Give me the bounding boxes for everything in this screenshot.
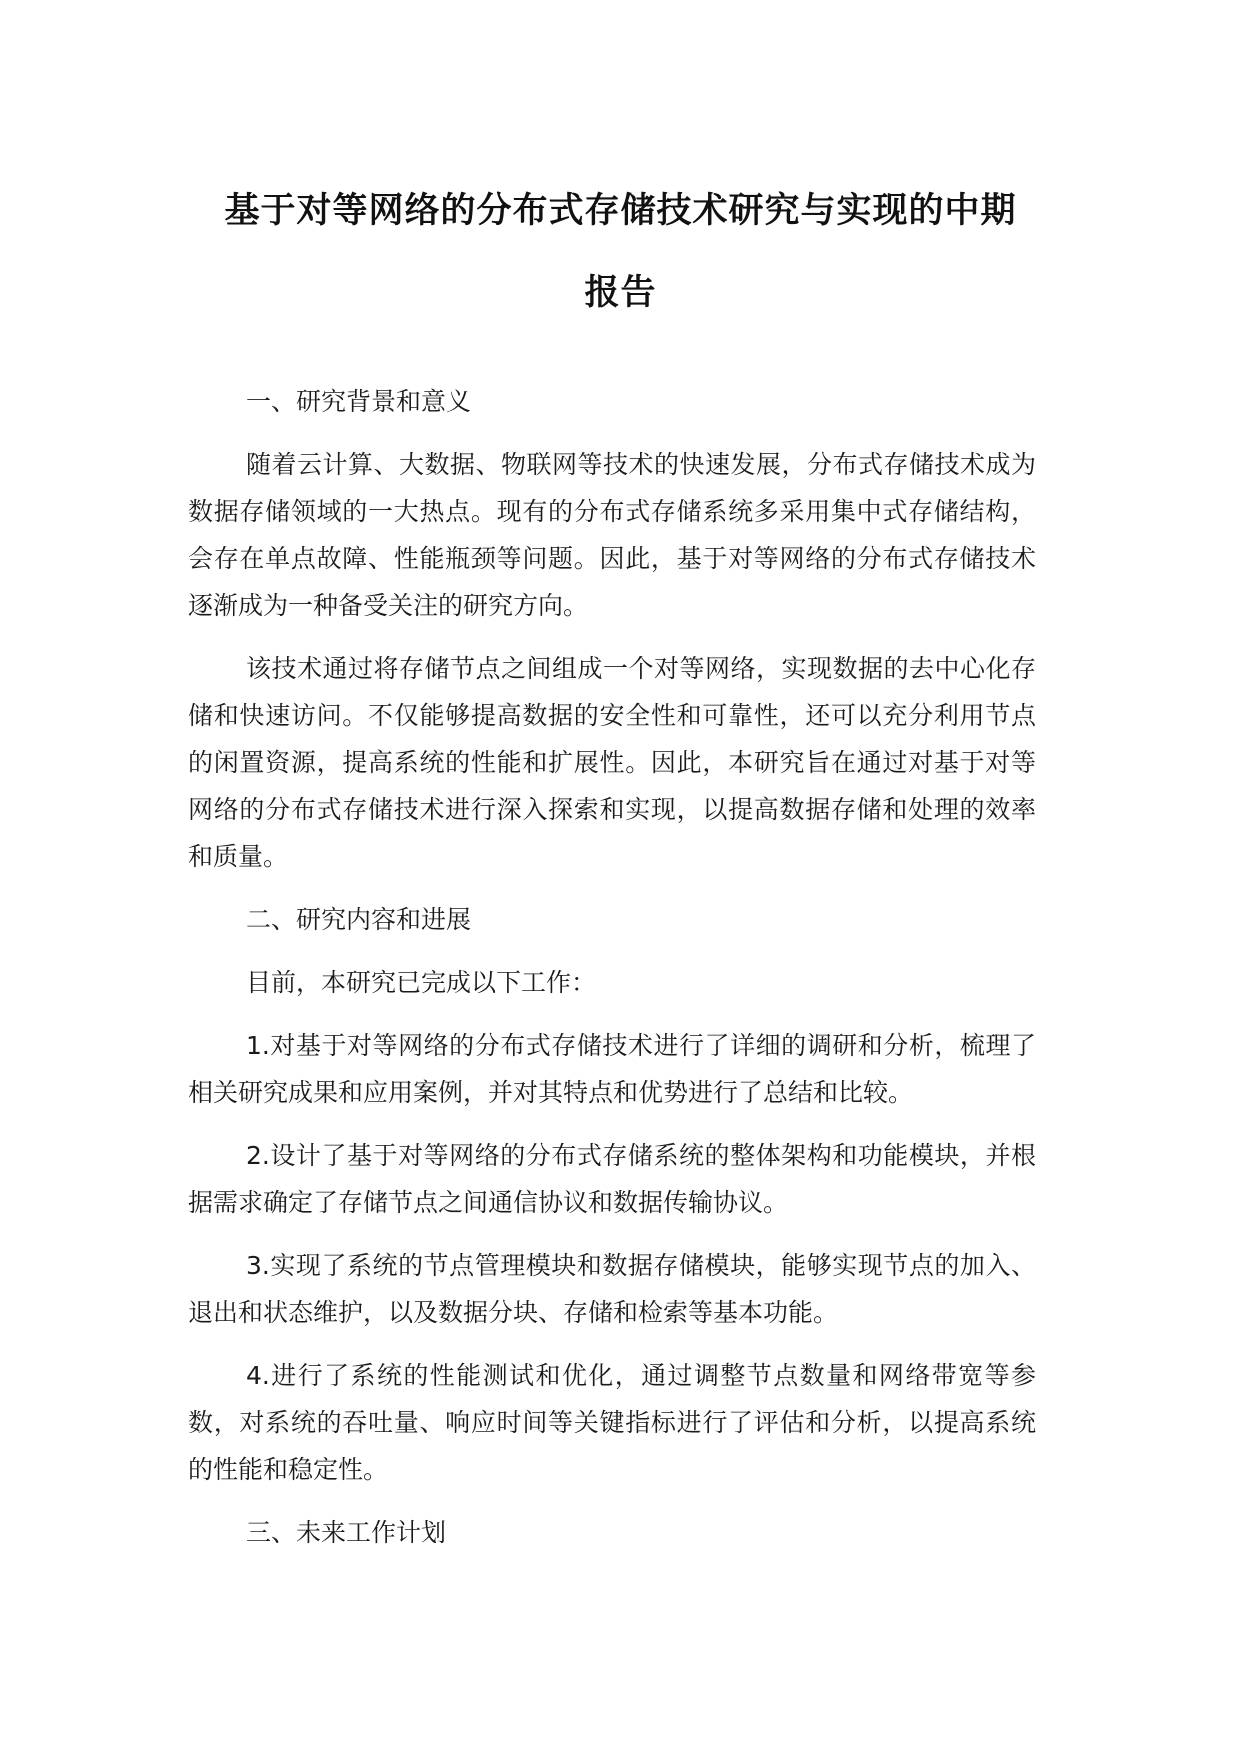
list-item: 3.实现了系统的节点管理模块和数据存储模块，能够实现节点的加入、退出和状态维护，以及数据分块、存储和检索等基本功能。 xyxy=(188,1251,1036,1327)
section-heading-1: 一、研究背景和意义 xyxy=(246,387,472,416)
paragraph: 该技术通过将存储节点之间组成一个对等网络，实现数据的去中心化存储和快速访问。不仅能够提高数据的安全性和可靠性，还可以充分利用节点的闲置资源，提高系统的性能和扩展性。因此，本研究旨在通过对基于对等网络的分布式存储技术进行深入探索和实现，以提高数据存储和处理的效率和质量。 xyxy=(188,654,1036,871)
document-title-line-2: 报告 xyxy=(584,273,657,313)
list-item: 4.进行了系统的性能测试和优化，通过调整节点数量和网络带宽等参数，对系统的吞吐量、响应时间等关键指标进行了评估和分析，以提高系统的性能和稳定性。 xyxy=(188,1361,1036,1484)
document-title-line-1: 基于对等网络的分布式存储技术研究与实现的中期 xyxy=(224,191,1017,231)
document-body xyxy=(188,378,1036,1572)
list-item: 2.设计了基于对等网络的分布式存储系统的整体架构和功能模块，并根据需求确定了存储节点之间通信协议和数据传输协议。 xyxy=(188,1141,1036,1217)
section-heading-3: 三、未来工作计划 xyxy=(246,1518,447,1547)
paragraph: 目前，本研究已完成以下工作： xyxy=(246,968,597,997)
section-heading-2: 二、研究内容和进展 xyxy=(246,905,472,934)
list-item: 1.对基于对等网络的分布式存储技术进行了详细的调研和分析，梳理了相关研究成果和应用案例，并对其特点和优势进行了总结和比较。 xyxy=(188,1031,1036,1107)
paragraph: 随着云计算、大数据、物联网等技术的快速发展，分布式存储技术成为数据存储领域的一大热点。现有的分布式存储系统多采用集中式存储结构，会存在单点故障、性能瓶颈等问题。因此，基于对等网络的分布式存储技术逐渐成为一种备受关注的研究方向。 xyxy=(188,450,1036,620)
